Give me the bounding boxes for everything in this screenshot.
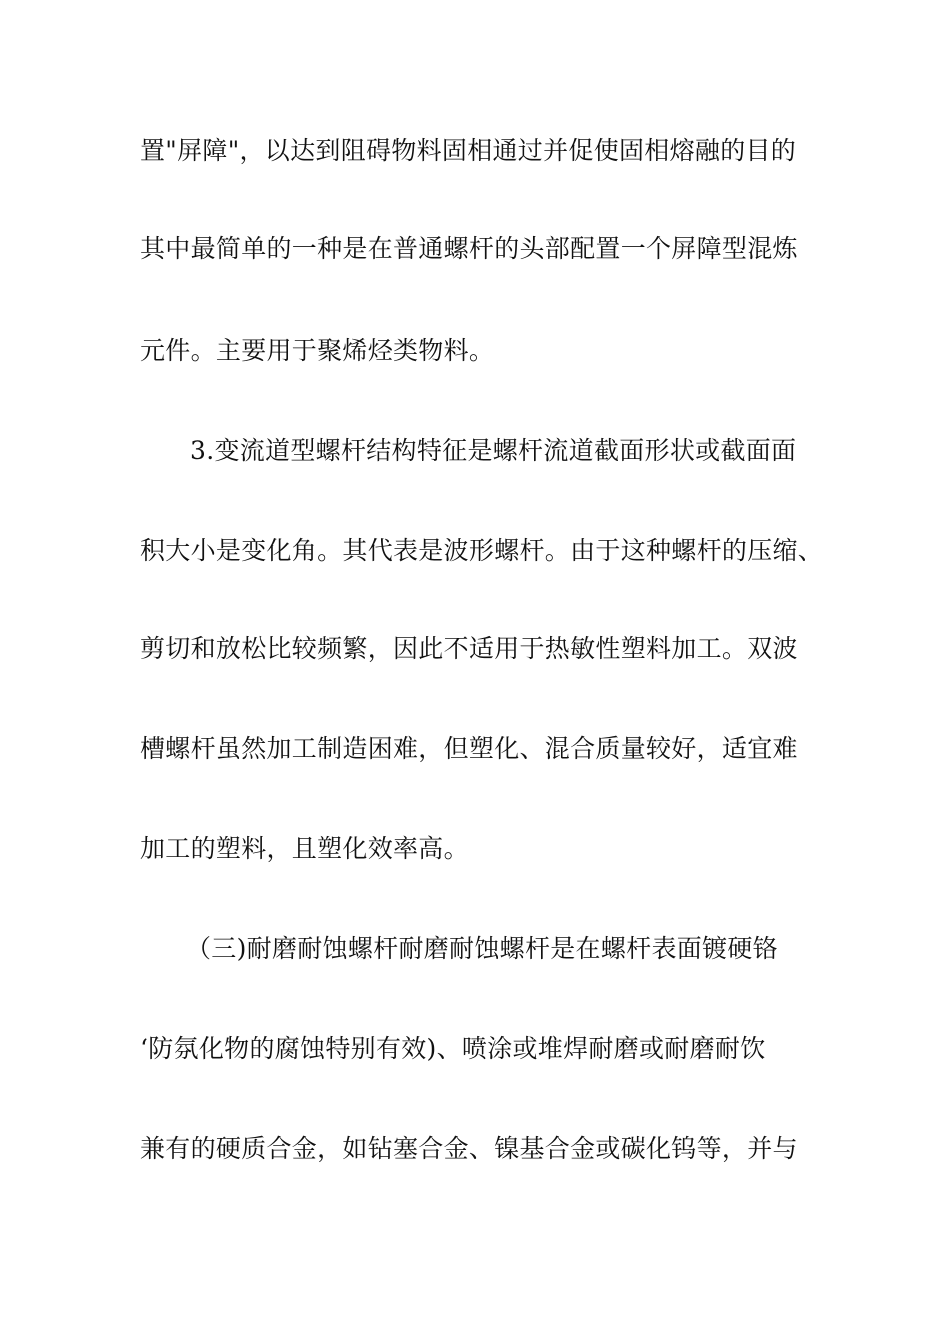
text-line-10: ‘防氛化物的腐蚀特别有效)、喷涂或堆焊耐磨或耐磨耐饮 [140,1034,766,1063]
text-line-6: 剪切和放松比较频繁，因此不适用于热敏性塑料加工。双波 [140,634,798,663]
text-line-9: （三)耐磨耐蚀螺杆耐磨耐蚀螺杆是在螺杆表面镀硬铬 [186,934,778,963]
text-line-2: 其中最简单的一种是在普通螺杆的头部配置一个屏障型混炼 [140,234,798,263]
text-line-11: 兼有的硬质合金，如钻塞合金、镍基合金或碳化钨等，并与 [140,1134,798,1163]
text-line-8: 加工的塑料，且塑化效率高。 [140,834,469,863]
text-line-5: 积大小是变化角。其代表是波形螺杆。由于这种螺杆的压缩、 [140,536,824,565]
text-line-3: 元件。主要用于聚烯烃类物料。 [140,336,495,365]
text-line-4: 3.变流道型螺杆结构特征是螺杆流道截面形状或截面面 [190,436,797,465]
text-line-1: 置"屏障"，以达到阻碍物料固相通过并促使固相熔融的目的 [140,136,797,165]
text-line-7: 槽螺杆虽然加工制造困难，但塑化、混合质量较好，适宜难 [140,734,798,763]
